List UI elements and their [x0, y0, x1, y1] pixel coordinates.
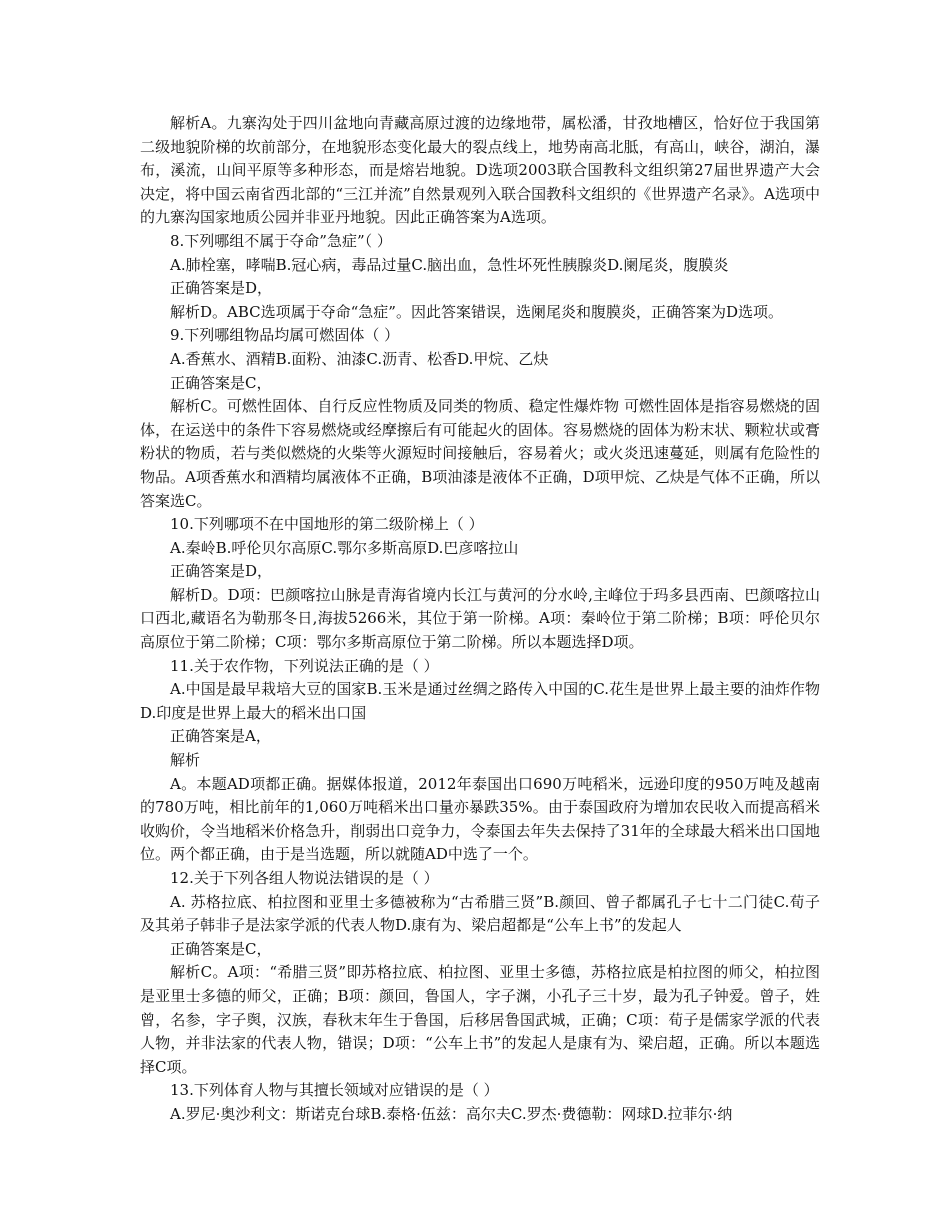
paragraph-11: A.秦岭B.呼伦贝尔高原C.鄂尔多斯高原D.巴彦喀拉山: [170, 538, 519, 557]
paragraph-17: 解析: [170, 751, 201, 770]
paragraph-1: 解析A。九寨沟处于四川盆地向青藏高原过渡的边缘地带，属松潘，甘孜地槽区，恰好位于我国第二级地貌阶梯的坎前部分，在地貌形态变化最大的裂点线上，地势南高北胝，有高山，峡谷，湖泊，瀑布，溪流，山间平原等多种形态，而是熔岩地貌。D选项2003联合国教科文组织第27届世界遗产大会决定，将中国云南省西北部的“三江并流”自然景观列入联合国教科文组织的《世界遗产名录》。A选项中的九寨沟国家地质公园并非亚丹地貌。因此正确答案为A选项。: [140, 114, 820, 227]
paragraph-24: A.罗尼·奥沙利文：斯诺克台球B.泰格·伍兹：高尔夫C.罗杰·费德勒：网球D.拉菲尔·纳: [170, 1104, 733, 1123]
paragraph-20: A. 苏格拉底、柏拉图和亚里士多德被称为“古希腊三贤”B.颜回、曾子都属孔子七十二门徒C.荀子及其弟子韩非子是法家学派的代表人物D.康有为、梁启超都是“公车上书”的发起人: [140, 892, 820, 935]
paragraph-10: 10.下列哪项不在中国地形的第二级阶梯上（ ）: [170, 515, 484, 534]
paragraph-18: A。本题AD项都正确。据媒体报道，2012年泰国出口690万吨稻米，远逊印度的950万吨及越南的780万吨，相比前年的1,060万吨稻米出口量亦暴跌35%。由于泰国政府为增加农民收入而提高稻米收购价，令当地稻米价格急升，削弱出口竞争力，令泰国去年失去保持了31年的全球最大稻米出口国地位。两个都正确，由于是当选题，所以就随AD中选了一个。: [140, 774, 820, 864]
paragraph-7: A.香蕉水、酒精B.面粉、油漆C.沥青、松香D.甲烷、乙炔: [170, 349, 549, 368]
paragraph-9: 解析C。可燃性固体、自行反应性物质及同类的物质、稳定性爆炸物 可燃性固体是指容易燃烧的固体，在运送中的条件下容易燃烧或经摩擦后有可能起火的固体。容易燃烧的固体为粉末状、颗粒状或膏粉状的物质，若与类似燃烧的火柴等火源短时间接触后，容易着火；或火炎迅速蔓延，则属有危险性的物品。A项香蕉水和酒精均属液体不正确，B项油漆是液体不正确，D项甲烷、乙炔是气体不正确，所以答案选C。: [140, 397, 820, 510]
document-body: [140, 112, 820, 1127]
paragraph-15: A.中国是最早栽培大豆的国家B.玉米是通过丝绸之路传入中国的C.花生是世界上最主要的油炸作物D.印度是世界上最大的稻米出口国: [140, 680, 820, 722]
paragraph-3: A.肺栓塞，哮喘B.冠心病，毒品过量C.脑出血，急性坏死性胰腺炎D.阑尾炎，腹膜炎: [170, 255, 729, 274]
paragraph-2: 8.下列哪组不属于夺命”急症”（ ）: [170, 231, 392, 250]
paragraph-22: 解析C。A项：“希腊三贤”即苏格拉底、柏拉图、亚里士多德，苏格拉底是柏拉图的师父，柏拉图是亚里士多德的师父，正确；B项：颜回，鲁国人，字子渊，小孔子三十岁，最为孔子钟爱。曾子，姓曾，名参，字子舆，汉族，春秋末年生于鲁国，后移居鲁国武城，正确；C项：荀子是儒家学派的代表人物，并非法家的代表人物，错误；D项：“公车上书”的发起人是康有为、梁启超，正确。所以本题选择C项。: [140, 963, 820, 1076]
paragraph-4: 正确答案是D，: [170, 279, 273, 298]
paragraph-6: 9.下列哪组物品均属可燃固体（ ）: [170, 326, 400, 345]
paragraph-19: 12.关于下列各组人物说法错误的是（ ）: [170, 869, 439, 887]
paragraph-14: 11.关于农作物，下列说法正确的是（ ）: [170, 656, 439, 675]
paragraph-13: 解析D。D项：巴颜喀拉山脉是青海省境内长江与黄河的分水岭,主峰位于玛多县西南、巴颜喀拉山口西北,藏语名为勒那冬日,海拔5266米，其位于第一阶梯。A项：秦岭位于第二阶梯；B项：呼伦贝尔高原位于第二阶梯；C项：鄂尔多斯高原位于第二阶梯。所以本题选择D项。: [140, 585, 820, 652]
paragraph-21: 正确答案是C，: [170, 939, 272, 958]
paragraph-16: 正确答案是A，: [170, 727, 271, 746]
paragraph-5: 解析D。ABC选项属于夺命“急症”。因此答案错误，选阑尾炎和腹膜炎，正确答案为D选项。: [170, 302, 784, 321]
paragraph-23: 13.下列体育人物与其擅长领域对应错误的是（ ）: [170, 1081, 499, 1100]
paragraph-12: 正确答案是D，: [170, 562, 273, 581]
paragraph-8: 正确答案是C，: [170, 373, 272, 392]
